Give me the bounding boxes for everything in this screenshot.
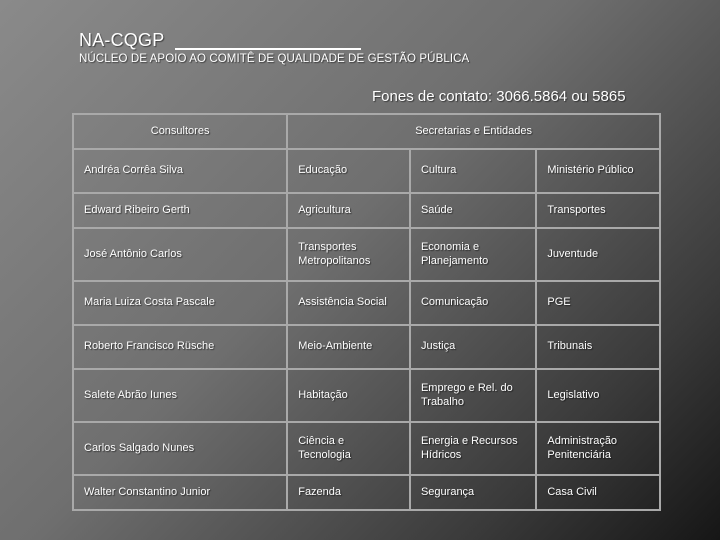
consultor-cell: Edward Ribeiro Gerth — [73, 193, 287, 228]
secretaria-cell: Cultura — [410, 149, 536, 193]
contact-phones: Fones de contato: 3066.5864 ou 5865 — [372, 88, 626, 105]
secretaria-cell: Saúde — [410, 193, 536, 228]
title-underline — [175, 48, 361, 50]
secretaria-cell: Juventude — [536, 228, 660, 281]
table-row — [73, 475, 660, 510]
secretaria-cell: Tribunais — [536, 325, 660, 369]
secretaria-cell: Economia e Planejamento — [410, 228, 536, 281]
page-title: NA-CQGP — [79, 30, 165, 50]
secretaria-cell: Transportes Metropolitanos — [287, 228, 410, 281]
table-row — [73, 281, 660, 325]
table-row — [73, 325, 660, 369]
secretaria-cell: Educação — [287, 149, 410, 193]
table-row — [73, 422, 660, 475]
consultants-table — [72, 113, 661, 511]
consultor-cell: Andréa Corrêa Silva — [73, 149, 287, 193]
page-subtitle: NÚCLEO DE APOIO AO COMITÊ DE QUALIDADE DE GESTÃO PÚBLICA — [79, 53, 470, 65]
secretaria-cell: Ciência e Tecnologia — [287, 422, 410, 475]
table-row — [73, 193, 660, 228]
secretaria-cell: Agricultura — [287, 193, 410, 228]
secretaria-cell: Legislativo — [536, 369, 660, 422]
consultor-cell: Walter Constantino Junior — [73, 475, 287, 510]
secretaria-cell: Emprego e Rel. do Trabalho — [410, 369, 536, 422]
secretaria-cell: Comunicação — [410, 281, 536, 325]
consultor-cell: José Antônio Carlos — [73, 228, 287, 281]
header-consultores: Consultores — [73, 114, 287, 149]
header-secretarias: Secretarias e Entidades — [287, 114, 660, 149]
consultor-cell: Carlos Salgado Nunes — [73, 422, 287, 475]
secretaria-cell: Assistência Social — [287, 281, 410, 325]
secretaria-cell: Fazenda — [287, 475, 410, 510]
secretaria-cell: Habitação — [287, 369, 410, 422]
table-header-row — [73, 114, 660, 149]
table-row — [73, 369, 660, 422]
secretaria-cell: PGE — [536, 281, 660, 325]
secretaria-cell: Meio-Ambiente — [287, 325, 410, 369]
consultor-cell: Maria Luiza Costa Pascale — [73, 281, 287, 325]
secretaria-cell: Ministério Público — [536, 149, 660, 193]
secretaria-cell: Energia e Recursos Hídricos — [410, 422, 536, 475]
table-row — [73, 228, 660, 281]
secretaria-cell: Segurança — [410, 475, 536, 510]
secretaria-cell: Transportes — [536, 193, 660, 228]
consultor-cell: Salete Abrão Iunes — [73, 369, 287, 422]
consultor-cell: Roberto Francisco Rüsche — [73, 325, 287, 369]
secretaria-cell: Justiça — [410, 325, 536, 369]
table-row — [73, 149, 660, 193]
secretaria-cell: Administração Penitenciária — [536, 422, 660, 475]
secretaria-cell: Casa Civil — [536, 475, 660, 510]
